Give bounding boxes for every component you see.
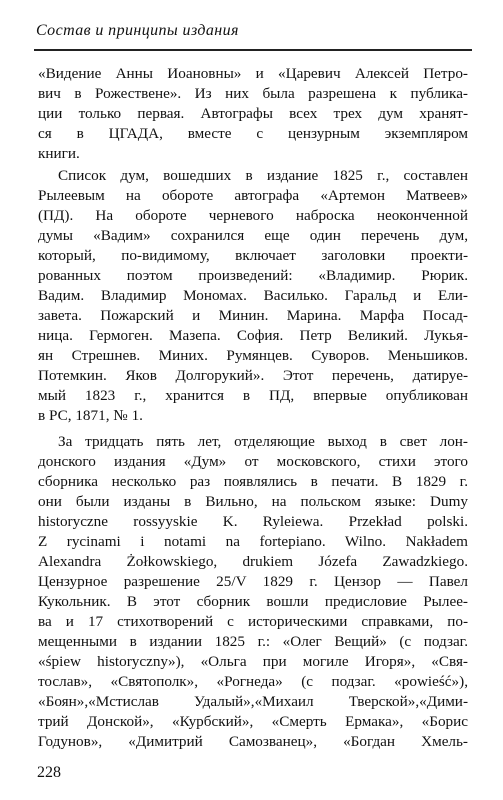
text-line: который, по-видимому, включает заголовки проекти- bbox=[38, 247, 468, 264]
text-line: книги. bbox=[38, 145, 80, 162]
text-line: трий Донской», «Курбский», «Смерть Ермака», «Борис bbox=[38, 713, 468, 730]
text-line: Кукольник. В этот сборник вошли предисловие Рылее- bbox=[38, 593, 468, 610]
text-line: донского издания «Дум» от московского, стихи этого bbox=[38, 453, 468, 470]
header-rule bbox=[34, 49, 472, 51]
text-line: завета. Пожарский и Минин. Марина. Марфа Посад- bbox=[38, 307, 468, 324]
text-line: рованных поэтом произведений: «Владимир. Рюрик. bbox=[38, 267, 468, 284]
text-line: ся в ЦГАДА, вместе с цензурным экземпляром bbox=[38, 125, 468, 142]
text-line: вич в Рожествене». Из них была разрешена к публика- bbox=[38, 85, 468, 102]
text-line: думы «Вадим» сохранился еще один перечень дум, bbox=[38, 227, 468, 244]
text-line: «Видение Анны Иоановны» и «Царевич Алексей Петро- bbox=[38, 65, 468, 82]
page-number: 228 bbox=[37, 764, 61, 781]
text-line: (ПД). На обороте черневого наброска неоконченной bbox=[38, 207, 468, 224]
text-line: мый 1823 г., хранится в ПД, впервые опубликован bbox=[38, 387, 468, 404]
text-line: Годунов», «Димитрий Самозванец», «Богдан Хмель- bbox=[38, 733, 468, 750]
text-line: мещенными в издании 1825 г.: «Олег Вещий» (с подзаг. bbox=[38, 633, 468, 650]
text-line: Список дум, вошедших в издание 1825 г., составлен bbox=[58, 167, 468, 184]
text-line: historyczne rossyyskie K. Ryleiewa. Przekład polski. bbox=[38, 513, 468, 530]
text-line: Потемкин. Яков Долгорукий». Этот перечень, датируе- bbox=[38, 367, 468, 384]
text-line: «śpiew historyczny»), «Ольга при могиле Игоря», «Свя- bbox=[38, 653, 468, 670]
text-line: они были изданы в Вильно, на польском языке: Dumy bbox=[38, 493, 468, 510]
text-line: Рылеевым на обороте автографа «Артемон Матвеев» bbox=[38, 187, 468, 204]
text-line: тослав», «Святополк», «Рогнеда» (с подзаг. «powieść»), bbox=[38, 673, 468, 690]
text-line: в РС, 1871, № 1. bbox=[38, 407, 143, 424]
text-line: «Боян»,«Мстислав Удалый»,«Михаил Тверской»,«Дими- bbox=[38, 693, 468, 710]
text-line: За тридцать пять лет, отделяющие выход в свет лон- bbox=[58, 433, 468, 450]
text-line: ва и 17 стихотворений с историческими справками, по- bbox=[38, 613, 468, 630]
text-line: Z rycinami i notami na fortepiano. Wilno. Nakładem bbox=[38, 533, 468, 550]
text-line: ян Стрешнев. Миних. Румянцев. Суворов. Меньшиков. bbox=[38, 347, 468, 364]
text-line: ции только первая. Автографы всех трех дум хранят- bbox=[38, 105, 468, 122]
text-line: ница. Гермоген. Мазепа. София. Петр Великий. Лукья- bbox=[38, 327, 468, 344]
text-line: Вадим. Владимир Мономах. Василько. Гаральд и Ели- bbox=[38, 287, 468, 304]
text-line: Alexandra Żołkowskiego, drukiem Józefa Zawadzkiego. bbox=[38, 553, 468, 570]
text-line: Цензурное разрешение 25/V 1829 г. Цензор — Павел bbox=[38, 573, 468, 590]
text-line: сборника несколько раз появлялись в печати. В 1829 г. bbox=[38, 473, 468, 490]
running-head: Состав и принципы издания bbox=[36, 22, 239, 39]
